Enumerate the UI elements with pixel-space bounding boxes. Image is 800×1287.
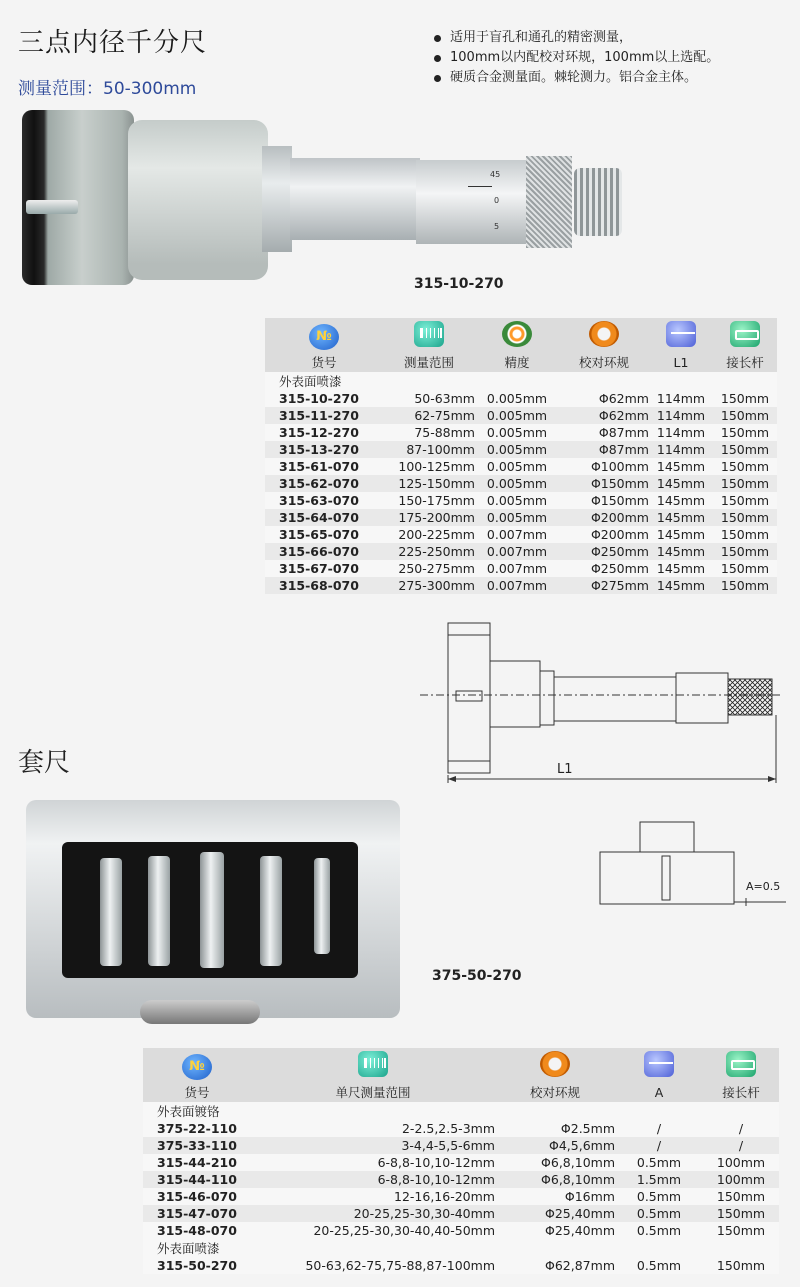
table-cell: 150mm [713, 441, 777, 458]
table-cell: 150-175mm [383, 492, 475, 509]
item-code-cell: 315-50-270 [143, 1257, 251, 1274]
item-code-cell: 315-63-070 [265, 492, 383, 509]
table-row [143, 1137, 779, 1154]
table-cell: 0.005mm [475, 441, 559, 458]
header-extension: 接长杆 [703, 1082, 779, 1102]
table-row [265, 560, 777, 577]
table-cell: 62-75mm [383, 407, 475, 424]
scale-number: 5 [494, 222, 500, 231]
table-cell: 0.007mm [475, 577, 559, 594]
table-cell: 20-25,25-30,30-40,40-50mm [251, 1222, 495, 1239]
table-cell: 50-63,62-75,75-88,87-100mm [251, 1257, 495, 1274]
extension-rod [314, 858, 330, 954]
section-label-row [143, 1239, 779, 1257]
table-cell: 100mm [703, 1171, 779, 1188]
section-label: 外表面喷漆 [143, 1239, 779, 1257]
table-cell: 114mm [649, 424, 713, 441]
item-code-cell: 315-67-070 [265, 560, 383, 577]
table-cell: Φ62mm [559, 407, 649, 424]
ring-gauge-icon [589, 321, 619, 347]
bore-gauge-tool [148, 856, 170, 966]
table-cell: 145mm [649, 492, 713, 509]
item-code-cell: 375-33-110 [143, 1137, 251, 1154]
item-code-cell: 315-61-070 [265, 458, 383, 475]
table-cell: Φ250mm [559, 543, 649, 560]
header-l1: L1 [649, 352, 713, 372]
table-row [265, 424, 777, 441]
table-cell: 50-63mm [383, 390, 475, 407]
table-cell: 0.007mm [475, 560, 559, 577]
table-row [143, 1257, 779, 1274]
table-cell: 225-250mm [383, 543, 475, 560]
table-cell: / [615, 1120, 703, 1137]
number-icon: № [182, 1054, 212, 1080]
table-cell: 145mm [649, 577, 713, 594]
table-cell: 150mm [703, 1257, 779, 1274]
precision-icon [502, 321, 532, 347]
table-row [143, 1154, 779, 1171]
product-model-label: 315-10-270 [414, 276, 504, 292]
set-model-label: 375-50-270 [432, 968, 522, 984]
table-cell: Φ250mm [559, 560, 649, 577]
table-cell: 0.005mm [475, 424, 559, 441]
feature-item: 硬质合金测量面。棘轮测力。铝合金主体。 [430, 68, 719, 88]
table-cell: Φ16mm [495, 1188, 615, 1205]
drawing-knurl [728, 679, 772, 715]
table-header [265, 352, 777, 372]
table-row [265, 577, 777, 594]
drawing-head [448, 623, 490, 773]
table-row [265, 475, 777, 492]
ring-gauge-icon [540, 1051, 570, 1077]
table-cell: 0.5mm [615, 1188, 703, 1205]
table-cell: 200-225mm [383, 526, 475, 543]
table-row [143, 1188, 779, 1205]
table-cell: 145mm [649, 458, 713, 475]
item-code-cell: 315-64-070 [265, 509, 383, 526]
extension-rod-icon [730, 321, 760, 347]
table-cell: 250-275mm [383, 560, 475, 577]
table-row [265, 509, 777, 526]
table-header [143, 1082, 779, 1102]
table-cell: 175-200mm [383, 509, 475, 526]
table-body [265, 390, 777, 594]
table-cell: 0.5mm [615, 1154, 703, 1171]
table-cell: Φ25,40mm [495, 1205, 615, 1222]
table-cell: Φ87mm [559, 424, 649, 441]
section-label-row [143, 1102, 779, 1120]
micrometer-anvil-pin [26, 200, 78, 214]
section-title-set: 套尺 [18, 748, 71, 778]
table-cell: 100-125mm [383, 458, 475, 475]
feature-item: 100mm以内配校对环规，100mm以上选配。 [430, 48, 719, 68]
item-code-cell: 315-44-210 [143, 1154, 251, 1171]
section-label-row [265, 372, 777, 390]
table-cell: 150mm [713, 560, 777, 577]
table-cell: 87-100mm [383, 441, 475, 458]
table-row [265, 526, 777, 543]
measurement-range-subtitle: 测量范围：50-300mm [18, 79, 197, 99]
table-cell: 0.005mm [475, 509, 559, 526]
item-code-cell: 315-10-270 [265, 390, 383, 407]
header-single-range: 单尺测量范围 [251, 1082, 495, 1102]
table-row [265, 441, 777, 458]
table-cell: Φ150mm [559, 475, 649, 492]
table-body [143, 1120, 779, 1239]
icon-row [265, 318, 777, 352]
table-row [143, 1120, 779, 1137]
table-row [265, 458, 777, 475]
table-cell: Φ200mm [559, 509, 649, 526]
range-icon [414, 321, 444, 347]
item-code-cell: 315-46-070 [143, 1188, 251, 1205]
length-icon [666, 321, 696, 347]
table-cell: 114mm [649, 441, 713, 458]
table-cell: Φ4,5,6mm [495, 1137, 615, 1154]
header-extension: 接长杆 [713, 352, 777, 372]
item-code-cell: 315-48-070 [143, 1222, 251, 1239]
item-code-cell: 315-13-270 [265, 441, 383, 458]
table-cell: 6-8,8-10,10-12mm [251, 1154, 495, 1171]
table-cell: 0.005mm [475, 475, 559, 492]
scale-line [468, 186, 492, 187]
table-row [265, 407, 777, 424]
bore-gauge-tool [200, 852, 224, 968]
extension-rod-icon [726, 1051, 756, 1077]
micrometer-head [22, 110, 134, 285]
length-icon [644, 1051, 674, 1077]
table-row [265, 390, 777, 407]
table-cell: 150mm [713, 458, 777, 475]
item-code-cell: 315-68-070 [265, 577, 383, 594]
table-cell: 145mm [649, 543, 713, 560]
table-cell: 3-4,4-5,5-6mm [251, 1137, 495, 1154]
table-cell: 6-8,8-10,10-12mm [251, 1171, 495, 1188]
table-cell: Φ6,8,10mm [495, 1171, 615, 1188]
case-handle [140, 1000, 260, 1024]
table-cell: 150mm [713, 390, 777, 407]
table-body [143, 1257, 779, 1274]
scale-number: 0 [494, 196, 500, 205]
header-ring-gauge: 校对环规 [495, 1082, 615, 1102]
table-cell: 145mm [649, 475, 713, 492]
table-cell: 0.005mm [475, 458, 559, 475]
icon-row [143, 1048, 779, 1082]
table-cell: Φ200mm [559, 526, 649, 543]
table-cell: Φ150mm [559, 492, 649, 509]
scale-number: 45 [490, 170, 501, 179]
table-cell: Φ87mm [559, 441, 649, 458]
feature-list [430, 28, 719, 88]
a-dimension-label: A=0.5 [746, 880, 781, 893]
table-cell: Φ2.5mm [495, 1120, 615, 1137]
header-item-no: 货号 [143, 1082, 251, 1102]
table-cell: 20-25,25-30,30-40mm [251, 1205, 495, 1222]
table-cell: Φ62mm [559, 390, 649, 407]
item-code-cell: 315-47-070 [143, 1205, 251, 1222]
number-icon: № [309, 324, 339, 350]
table-cell: 2-2.5,2.5-3mm [251, 1120, 495, 1137]
table-cell: 145mm [649, 526, 713, 543]
item-code-cell: 315-11-270 [265, 407, 383, 424]
header-ring-gauge: 校对环规 [559, 352, 649, 372]
section-label: 外表面喷漆 [265, 372, 777, 390]
table-cell: 150mm [703, 1188, 779, 1205]
table-cell: 0.005mm [475, 390, 559, 407]
table-row [143, 1205, 779, 1222]
table-cell: / [615, 1137, 703, 1154]
table-cell: 150mm [713, 543, 777, 560]
table-cell: 114mm [649, 407, 713, 424]
table-cell: 150mm [713, 509, 777, 526]
table-cell: 0.5mm [615, 1222, 703, 1239]
table-cell: Φ100mm [559, 458, 649, 475]
feature-item: 适用于盲孔和通孔的精密测量， [430, 28, 719, 48]
table-cell: 150mm [713, 526, 777, 543]
table-cell: 12-16,16-20mm [251, 1188, 495, 1205]
table-cell: / [703, 1137, 779, 1154]
table-cell: 150mm [713, 424, 777, 441]
table-cell: Φ25,40mm [495, 1222, 615, 1239]
section-label: 外表面镀铬 [143, 1102, 779, 1120]
header-precision: 精度 [475, 352, 559, 372]
spec-table-micrometer [265, 318, 777, 594]
header-a: A [615, 1082, 703, 1102]
table-cell: 75-88mm [383, 424, 475, 441]
header-item-no: 货号 [265, 352, 383, 372]
range-icon [358, 1051, 388, 1077]
table-cell: / [703, 1120, 779, 1137]
table-row [265, 543, 777, 560]
item-code-cell: 315-12-270 [265, 424, 383, 441]
table-cell: 0.5mm [615, 1257, 703, 1274]
table-cell: Φ62,87mm [495, 1257, 615, 1274]
table-cell: 0.007mm [475, 543, 559, 560]
table-cell: 150mm [713, 577, 777, 594]
section-title-three-point-micrometer: 三点内径千分尺 [18, 28, 208, 58]
table-cell: 145mm [649, 560, 713, 577]
table-cell: 1.5mm [615, 1171, 703, 1188]
micrometer-knurl [526, 156, 572, 248]
table-cell: 0.5mm [615, 1205, 703, 1222]
header-range: 测量范围 [383, 352, 475, 372]
table-cell: 0.005mm [475, 492, 559, 509]
table-row [143, 1171, 779, 1188]
table-cell: 150mm [713, 475, 777, 492]
table-row [265, 492, 777, 509]
micrometer-ratchet [574, 168, 622, 236]
l1-dimension-label: L1 [557, 762, 573, 777]
micrometer-neck [262, 146, 292, 252]
micrometer-dimension-drawing [420, 615, 780, 785]
table-cell: 100mm [703, 1154, 779, 1171]
table-cell: Φ6,8,10mm [495, 1154, 615, 1171]
bore-gauge-tool [260, 856, 282, 966]
table-cell: 150mm [713, 407, 777, 424]
table-cell: 150mm [703, 1205, 779, 1222]
spec-table-set [143, 1048, 779, 1274]
set-dimension-drawing [596, 818, 792, 910]
micrometer-body [128, 120, 268, 280]
item-code-cell: 315-44-110 [143, 1171, 251, 1188]
micrometer-thimble [416, 160, 526, 244]
table-cell: 114mm [649, 390, 713, 407]
table-cell: 145mm [649, 509, 713, 526]
table-cell: 0.005mm [475, 407, 559, 424]
table-cell: 150mm [703, 1222, 779, 1239]
micrometer-tube [290, 158, 420, 240]
item-code-cell: 315-62-070 [265, 475, 383, 492]
table-cell: 125-150mm [383, 475, 475, 492]
item-code-cell: 315-65-070 [265, 526, 383, 543]
table-cell: 275-300mm [383, 577, 475, 594]
table-row [143, 1222, 779, 1239]
item-code-cell: 375-22-110 [143, 1120, 251, 1137]
table-cell: 0.007mm [475, 526, 559, 543]
bore-gauge-tool [100, 858, 122, 966]
item-code-cell: 315-66-070 [265, 543, 383, 560]
table-cell: 150mm [713, 492, 777, 509]
table-cell: Φ275mm [559, 577, 649, 594]
